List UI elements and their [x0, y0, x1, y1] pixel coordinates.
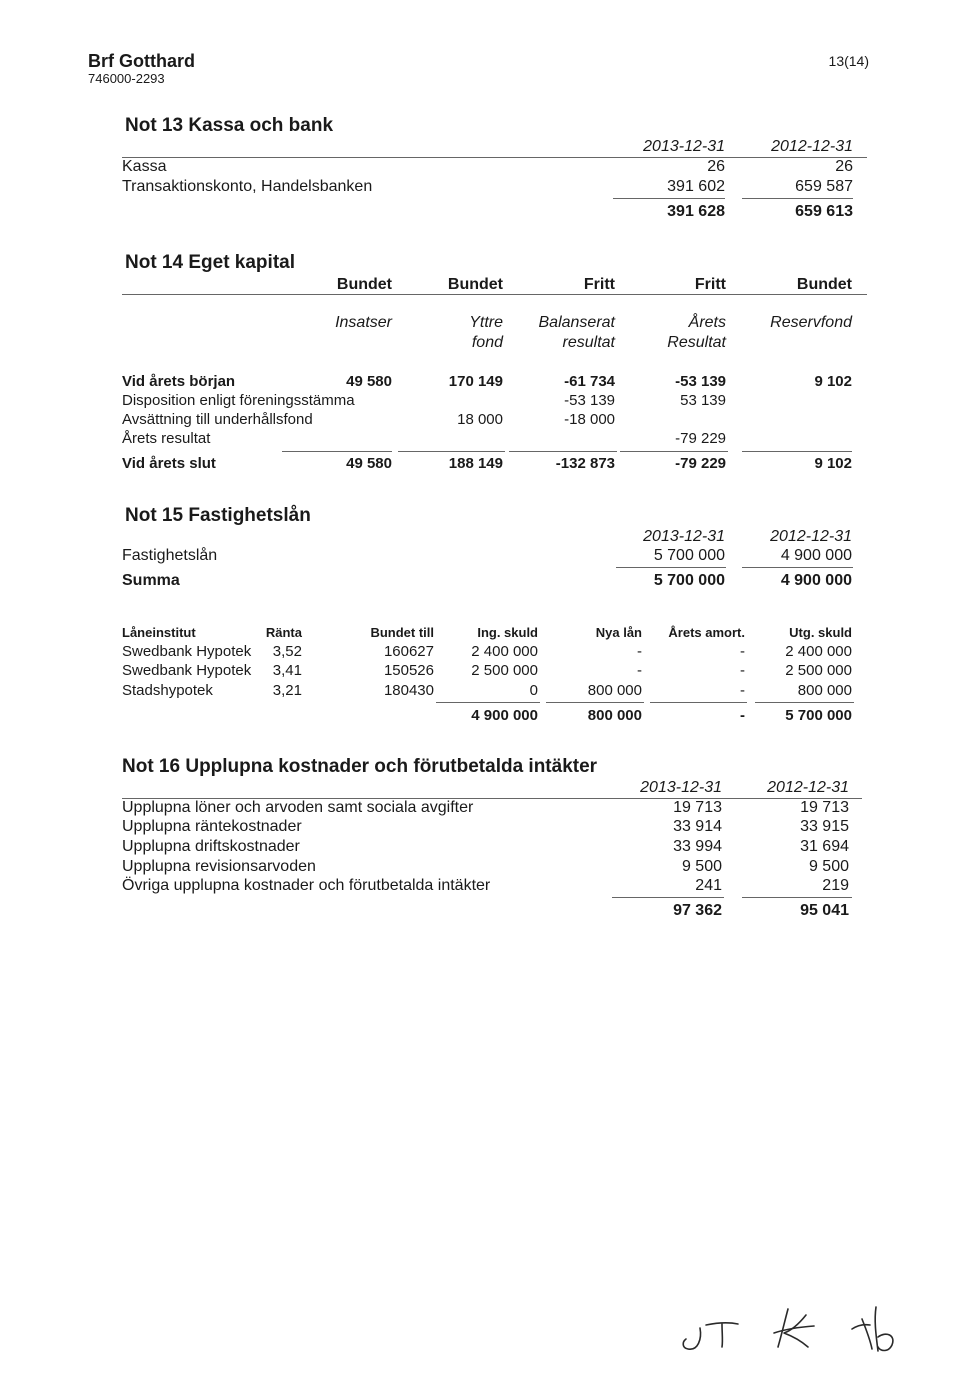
note16-row-v1: 33 914: [673, 818, 722, 835]
sum-rule: [612, 897, 724, 898]
equity-cell: -53 139: [675, 373, 726, 390]
loan-header: Nya lån: [595, 625, 642, 640]
initials-mark: [862, 1319, 872, 1349]
equity-cell: 9 102: [814, 455, 852, 472]
equity-cell: 49 580: [346, 455, 392, 472]
handwritten-initials: [680, 1295, 920, 1365]
note16-row-label: Övriga upplupna kostnader och förutbetalda intäkter: [122, 877, 491, 894]
note15-row-label: Fastighetslån: [122, 547, 218, 564]
note15-col2: 2012-12-31: [770, 528, 852, 545]
equity-row-label: Avsättning till underhållsfond: [122, 411, 313, 428]
page-number: 13(14): [828, 53, 869, 69]
note15-row-v2: 4 900 000: [780, 547, 852, 564]
note15-title: Not 15 Fastighetslån: [125, 505, 311, 526]
equity-cell: -53 139: [564, 392, 615, 409]
loan-cell: -: [740, 682, 745, 699]
col-header: Balanserat: [538, 314, 615, 331]
initials-mark: [683, 1328, 700, 1349]
note16-col1: 2013-12-31: [640, 779, 722, 796]
initials-mark: [784, 1315, 808, 1347]
note16-row-v1: 9 500: [681, 858, 722, 875]
sum-rule: [755, 702, 854, 703]
note13-rule: [122, 157, 867, 158]
note16-row-v1: 33 994: [673, 838, 722, 855]
note16-row-v2: 9 500: [808, 858, 849, 875]
note13-row-v2: 659 587: [795, 178, 853, 195]
equity-cell: 170 149: [448, 373, 503, 390]
col-header: Resultat: [667, 334, 726, 351]
loan-cell: -: [637, 662, 642, 679]
note16-row-v2: 31 694: [800, 838, 849, 855]
loan-cell: -: [637, 643, 642, 660]
equity-cell: -61 734: [564, 373, 615, 390]
equity-cell: 188 149: [448, 455, 503, 472]
sum-rule: [616, 567, 726, 568]
note13-row-v2: 26: [835, 158, 853, 175]
org-number: 746000-2293: [88, 71, 165, 86]
loan-total: 5 700 000: [785, 707, 852, 724]
loan-cell: 150526: [383, 662, 434, 679]
sum-rule: [620, 451, 728, 452]
loan-cell: 2 400 000: [785, 643, 852, 660]
sum-rule: [613, 198, 725, 199]
loan-cell: -: [740, 662, 745, 679]
note16-row-v2: 19 713: [800, 799, 849, 816]
loan-cell: 0: [529, 682, 538, 699]
initials-mark: [875, 1307, 878, 1351]
loan-cell: Swedbank Hypotek: [122, 662, 252, 679]
note15-col1: 2013-12-31: [643, 528, 725, 545]
note13-row-label: Transaktionskonto, Handelsbanken: [122, 178, 373, 195]
col-header: Yttre: [469, 314, 503, 331]
bound-label: Fritt: [694, 276, 726, 293]
note13-total-v2: 659 613: [795, 203, 853, 220]
loan-cell: Swedbank Hypotek: [122, 643, 252, 660]
bound-label: Fritt: [583, 276, 615, 293]
col-header: resultat: [562, 334, 615, 351]
equity-cell: 18 000: [457, 411, 503, 428]
equity-row-label: Årets resultat: [122, 430, 211, 447]
loan-cell: 160627: [383, 643, 434, 660]
note13-col1: 2013-12-31: [643, 138, 725, 155]
org-name: Brf Gotthard: [88, 51, 195, 71]
bound-label: Bundet: [447, 276, 503, 293]
sum-rule: [436, 702, 540, 703]
note16-row-label: Upplupna driftskostnader: [122, 838, 300, 855]
equity-cell: -79 229: [675, 430, 726, 447]
note16-row-label: Upplupna revisionsarvoden: [122, 858, 316, 875]
note13-row-label: Kassa: [122, 158, 167, 175]
note13-col2: 2012-12-31: [771, 138, 853, 155]
equity-row-label: Disposition enligt föreningsstämma: [122, 392, 355, 409]
loan-cell: 2 400 000: [471, 643, 538, 660]
loan-header: Årets amort.: [668, 625, 745, 640]
sum-rule: [398, 451, 505, 452]
sum-rule: [742, 451, 852, 452]
col-header: Insatser: [335, 314, 392, 331]
col-header: fond: [471, 334, 503, 351]
note16-row-v1: 241: [695, 877, 722, 894]
equity-cell: -18 000: [564, 411, 615, 428]
bound-label: Bundet: [796, 276, 852, 293]
equity-cell: -132 873: [555, 455, 615, 472]
initials-mark: [878, 1334, 893, 1350]
loan-total: 800 000: [587, 707, 642, 724]
sum-rule: [546, 702, 644, 703]
loan-cell: 800 000: [797, 682, 852, 699]
note16-row-v2: 33 915: [800, 818, 849, 835]
loan-total: -: [740, 707, 745, 724]
initials-mark: [778, 1309, 788, 1347]
loan-cell: 3,52: [272, 643, 302, 660]
sum-rule: [509, 451, 617, 452]
note15-row-v1: 5 700 000: [653, 547, 725, 564]
loan-cell: 180430: [383, 682, 434, 699]
loan-cell: -: [740, 643, 745, 660]
note15-sum-v1: 5 700 000: [653, 572, 725, 589]
note15-sum-v2: 4 900 000: [780, 572, 852, 589]
note16-row-v1: 19 713: [673, 799, 722, 816]
note16-row-label: Upplupna räntekostnader: [122, 818, 302, 835]
note13-row-v1: 26: [707, 158, 725, 175]
note16-col2: 2012-12-31: [767, 779, 849, 796]
equity-row-label: Vid årets början: [122, 373, 236, 390]
loan-cell: 2 500 000: [785, 662, 852, 679]
loan-header: Ränta: [265, 625, 302, 640]
loan-header: Låneinstitut: [122, 625, 196, 640]
equity-cell: 49 580: [346, 373, 392, 390]
equity-cell: 9 102: [814, 373, 852, 390]
sum-rule: [742, 897, 852, 898]
loan-cell: Stadshypotek: [122, 682, 213, 699]
loan-total: 4 900 000: [471, 707, 538, 724]
note14-title: Not 14 Eget kapital: [125, 252, 295, 273]
loan-cell: 3,41: [272, 662, 302, 679]
note16-title: Not 16 Upplupna kostnader och förutbetalda intäkter: [122, 756, 598, 777]
equity-cell: -79 229: [675, 455, 726, 472]
col-header: Årets: [688, 314, 726, 331]
note13-total-v1: 391 628: [667, 203, 725, 220]
loan-cell: 2 500 000: [471, 662, 538, 679]
note16-total-v1: 97 362: [673, 902, 722, 919]
loan-header: Ing. skuld: [477, 625, 538, 640]
note13-row-v1: 391 602: [667, 178, 725, 195]
equity-row-label: Vid årets slut: [122, 455, 216, 472]
note16-row-label: Upplupna löner och arvoden samt sociala avgifter: [122, 799, 474, 816]
note16-row-v2: 219: [822, 877, 849, 894]
col-header: Reservfond: [770, 314, 852, 331]
bound-label: Bundet: [336, 276, 392, 293]
loan-header: Bundet till: [370, 625, 434, 640]
note16-total-v2: 95 041: [800, 902, 849, 919]
equity-cell: 53 139: [680, 392, 726, 409]
sum-rule: [282, 451, 392, 452]
loan-cell: 800 000: [587, 682, 642, 699]
sum-rule: [742, 567, 853, 568]
loan-cell: 3,21: [272, 682, 302, 699]
note13-title: Not 13 Kassa och bank: [125, 115, 334, 136]
initials-mark: [852, 1325, 870, 1329]
sum-rule: [650, 702, 747, 703]
note14-rule: [122, 294, 867, 295]
note15-sum-label: Summa: [122, 572, 180, 589]
loan-header: Utg. skuld: [789, 625, 852, 640]
sum-rule: [742, 198, 853, 199]
